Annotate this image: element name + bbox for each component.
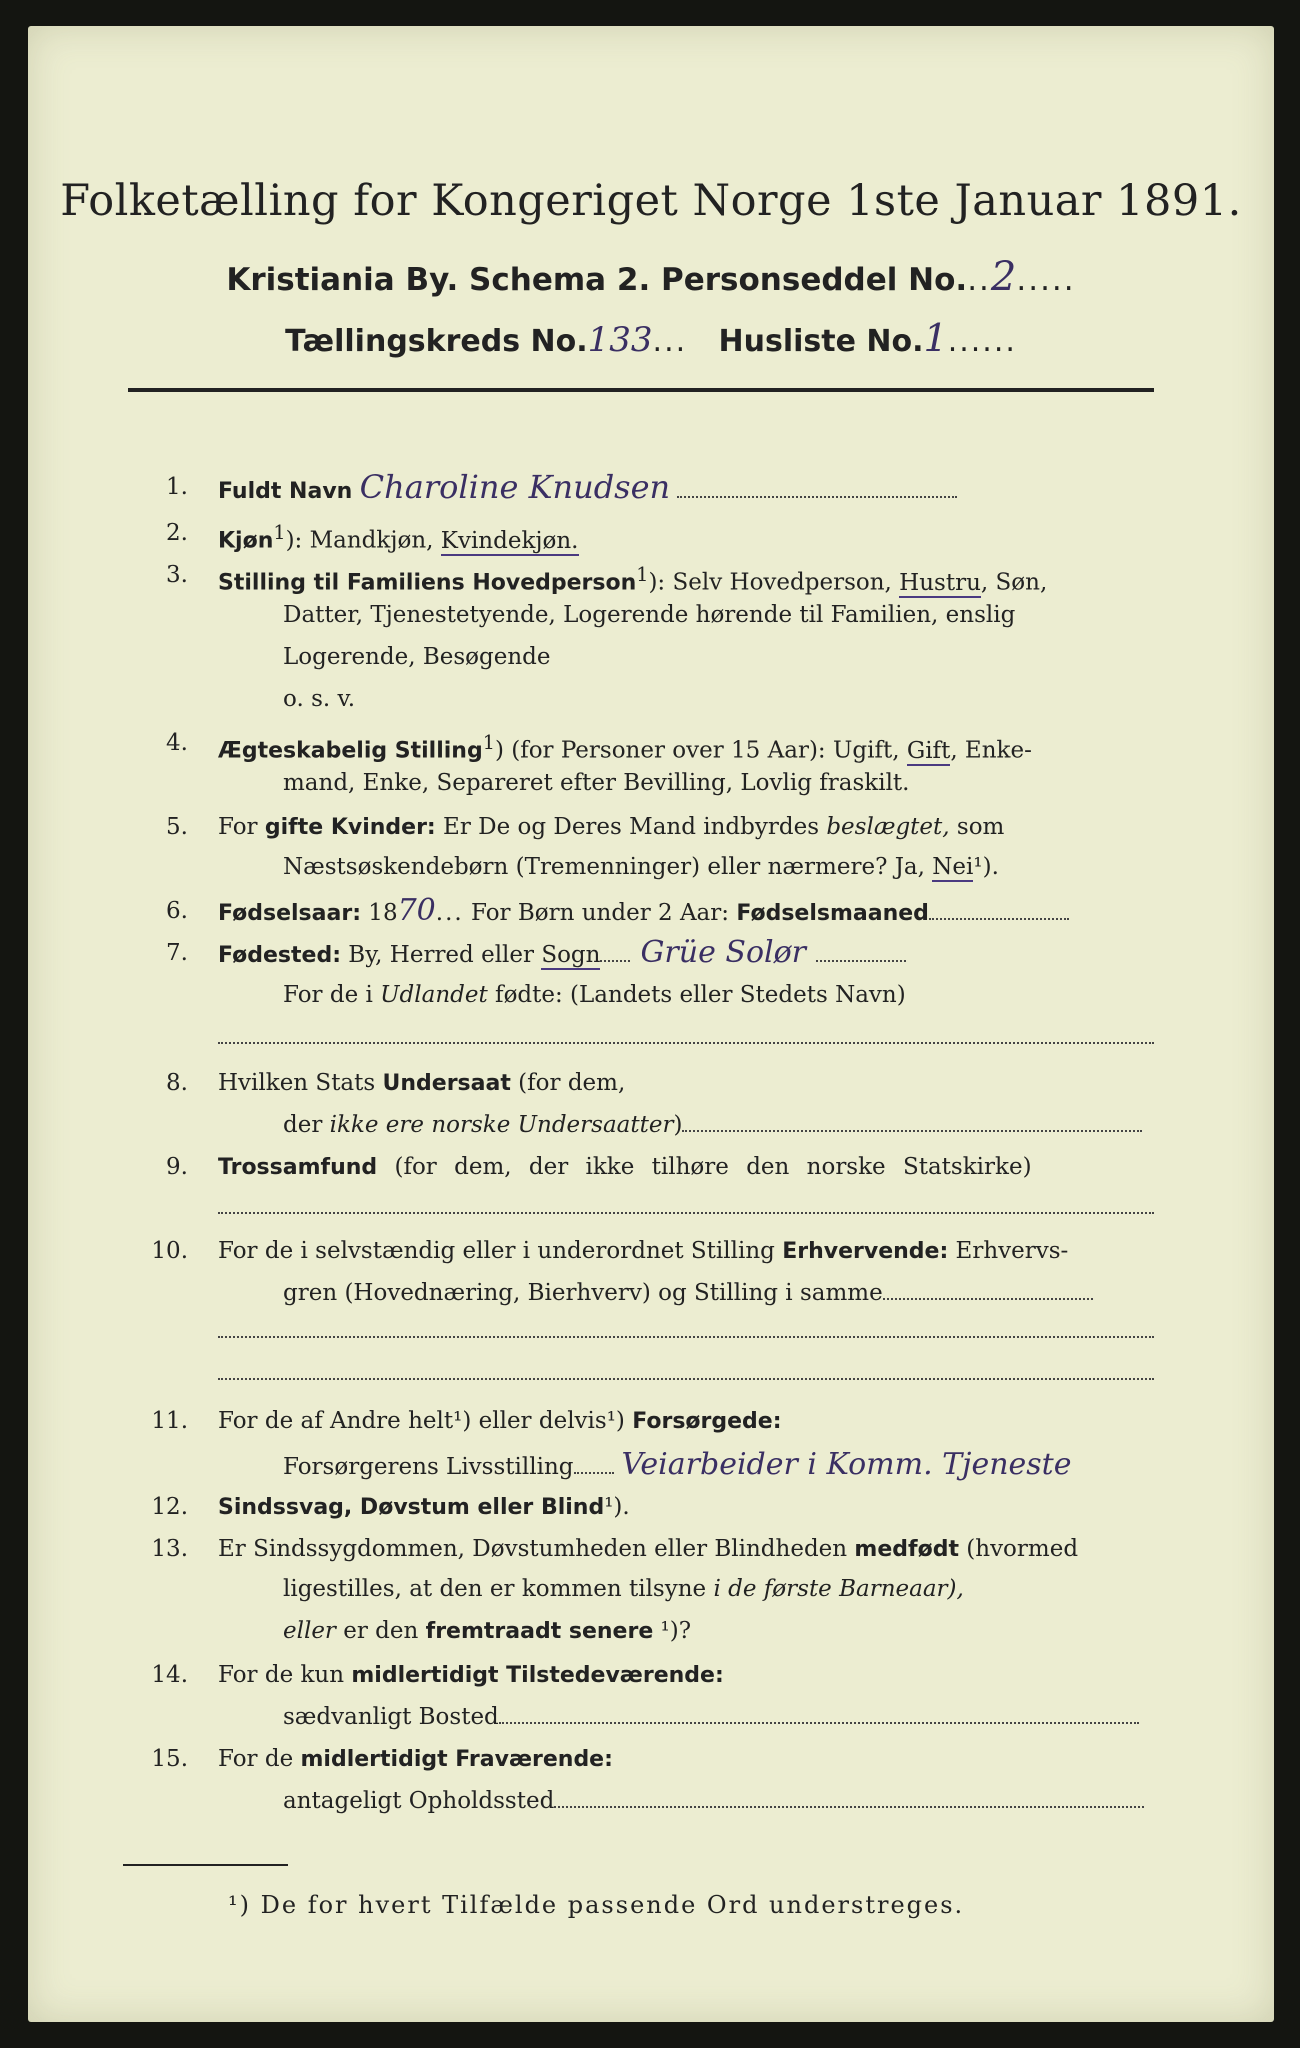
family-position-text: , Søn, [980, 569, 1048, 596]
census-form: Folketælling for Kongeriget Norge 1ste Januar 1891. Kristiania By. Schema 2. Personseddel No...2..... Tællingskreds No.133... Husliste No.1...... 1. Fuldt Navn Charoline Knudsen 2. Kjøn$^1$): Mandkjøn, Kvindekjøn. 3. Stilling til Familiens Hovedperson$^1$): Selv Hovedperson, Hustru, Søn, Datter, Tjenestetyende, Logerende hørende til Familien, enslig Logerende, Besøgende o. s. v. 4. Ægteskabelig Stilling$^1$) (for Personer over 15 Aar): Ugift, Gift, Enke- mand, Enke, Separeret efter Bevilling, Lovlig fraskilt. 5. For gifte Kvinder: Er De og Deres Mand indbyrdes beslægtet, som Næstsøskendebørn (Tremenninger) eller nærmere? Ja, Nei¹). 6. Fødselsaar: 1870... For Børn under 2 Aar: Fødselsmaaned 7. Fødested: By, Herred eller Sogn Grüe Solør For de i Udlandet fødte: (Landets eller Stedets Navn) 8. Hvilken Stats Undersaat (for dem, der ikke ere norske Undersaatter) 9. Trossamfund (for dem, der ikke tilhøre den norske Statskirke) 10. For de i selvstændig eller i underordnet Stilling Erhvervende: Erhvervs- gren (Hovednæring, Bierhverv) og Stilling i samme 11. For de af Andre helt¹) eller delvis¹) Forsørgede: Forsørgerens Livsstilling Veiarbeider i Komm. Tjeneste 12. Sindssvag, Døvstum eller Blind¹). 13. Er Sindssygdommen, Døvstumheden eller Blindheden medfødt (hvormed ligestilles, at den er kommen tilsyne i de første Barneaar), eller er den fremtraadt senere ¹)? 14. For de kun midlertidigt Tilstedeværende: sædvanligt Bosted 15. For de midlertidigt Fraværende: antageligt Opholdssted ¹) De for hvert Tilfælde passende Ord understreges. [28, 26, 1274, 2022]
sex-options: ): Mandkjøn, [285, 527, 441, 554]
family-position-selected: Hustru [899, 569, 981, 596]
full-name-value: Charoline Knudsen [359, 468, 671, 506]
item-number: 4. [166, 730, 188, 756]
religion-label: Trossamfund [218, 1155, 378, 1180]
temporary-absent-label: midlertidigt Fraværende: [300, 1747, 613, 1772]
dotted-fill [600, 940, 630, 962]
item-number: 9. [166, 1154, 188, 1180]
dotted-fill [883, 1278, 1093, 1300]
temporary-present-label: midlertidigt Tilstedeværende: [351, 1663, 724, 1688]
item-number: 10. [151, 1238, 188, 1264]
birth-year-label: Fødselsaar: [218, 901, 361, 926]
temporary-present-text: sædvanligt Bosted [283, 1704, 499, 1730]
married-women-text: Næstsøskendebørn (Tremenninger) eller nærmere? Ja, [283, 854, 933, 880]
footnote-marker: 1 [636, 563, 649, 586]
taellingskreds-number: 133 [587, 320, 653, 360]
dotted-fill [929, 898, 1069, 920]
birth-month-text: For Børn under 2 Aar: [463, 900, 737, 926]
item-number: 12. [151, 1494, 188, 1520]
birthplace-label: Fødested: [218, 943, 341, 968]
provider-occupation-value: Veiarbeider i Komm. Tjeneste [621, 1447, 1072, 1482]
item-number: 2. [166, 520, 188, 546]
birth-month-label: Fødselsmaaned [736, 901, 929, 926]
footnote-marker: 1 [482, 731, 495, 754]
nationality-text: ikke ere norske Undersaatter [329, 1112, 674, 1138]
dotted-fill [218, 1042, 1154, 1044]
footnote-marker: 1 [273, 521, 286, 544]
family-position-label: Stilling til Familiens Hovedperson [218, 570, 637, 596]
form-subtitle-schema: Kristiania By. Schema 2. Personseddel No...2..... [226, 254, 1076, 300]
disability-text: ¹). [604, 1494, 630, 1520]
marital-status-text: mand, Enke, Separeret efter Bevilling, Lovlig fraskilt. [283, 770, 910, 796]
taellingskreds-label: Tællingskreds No. [285, 324, 588, 359]
family-position-text: Logerende, Besøgende [283, 644, 551, 670]
temporary-present-text: For de kun [218, 1662, 352, 1688]
dotted-fill [218, 1212, 1154, 1214]
birthplace-text: Udlandet [380, 982, 488, 1008]
congenital-label: medfødt [854, 1537, 959, 1562]
dotted-fill [218, 1378, 1154, 1380]
item-number: 14. [151, 1662, 188, 1688]
family-position-text: ): Selv Hovedperson, [648, 569, 900, 596]
married-women-text: beslægtet, [826, 814, 950, 840]
birth-year-prefix: 18 [361, 900, 398, 926]
nationality-text: der [283, 1112, 330, 1138]
congenital-text: ¹)? [653, 1618, 692, 1644]
sex-selected: Kvindekjøn. [440, 527, 579, 554]
dotted-fill [554, 1786, 1144, 1808]
family-position-text: o. s. v. [283, 686, 356, 712]
nationality-text: Hvilken Stats [218, 1070, 383, 1096]
married-women-text: som [949, 814, 1005, 840]
temporary-absent-text: antageligt Opholdssted [283, 1788, 555, 1814]
item-number: 13. [151, 1536, 188, 1562]
birthplace-text: By, Herred eller [341, 942, 542, 968]
occupation-text: Erhvervs- [948, 1238, 1069, 1264]
congenital-label: fremtraadt senere [425, 1619, 654, 1644]
footnote: ¹) De for hvert Tilfælde passende Ord understreges. [228, 1891, 965, 1919]
dotted-fill [574, 1452, 614, 1474]
dotted-fill [682, 1110, 1142, 1132]
nationality-text: ) [673, 1112, 683, 1138]
schema-label: Kristiania By. Schema 2. Personseddel No. [226, 262, 968, 298]
congenital-text: Er Sindssygdommen, Døvstumheden eller Blindheden [218, 1536, 855, 1562]
header-divider [128, 388, 1154, 392]
nationality-label: Undersaat [382, 1071, 511, 1096]
congenital-text: ligestilles, at den er kommen tilsyne [283, 1576, 714, 1602]
dotted-fill [499, 1702, 1139, 1724]
personseddel-number: 2 [990, 254, 1017, 300]
item-number: 8. [166, 1070, 188, 1096]
form-subtitle-district: Tællingskreds No.133... Husliste No.1...... [285, 316, 1017, 360]
item-number: 7. [166, 940, 188, 966]
husliste-number: 1 [923, 316, 948, 360]
dotted-fill [677, 476, 957, 498]
item-number: 15. [151, 1746, 188, 1772]
temporary-absent-text: For de [218, 1746, 301, 1772]
dependents-text: Forsørgerens Livsstilling [283, 1454, 574, 1480]
marital-status-text: ) (for Personer over 15 Aar): Ugift, [494, 737, 907, 764]
marital-status-text: , Enke- [950, 737, 1032, 764]
occupation-label: Erhvervende: [782, 1239, 949, 1264]
congenital-text: (hvormed [958, 1536, 1079, 1562]
congenital-text: eller [283, 1618, 336, 1644]
congenital-text: i de første Barneaar), [713, 1576, 964, 1602]
married-women-label: gifte Kvinder: [264, 815, 436, 840]
dependents-text: For de af Andre helt¹) eller delvis¹) [218, 1408, 633, 1434]
marital-status-label: Ægteskabelig Stilling [218, 738, 483, 764]
birthplace-text: For de i [283, 982, 381, 1008]
marital-status-selected: Gift [906, 737, 951, 764]
form-title: Folketælling for Kongeriget Norge 1ste Januar 1891. [60, 176, 1242, 226]
married-women-text: ¹). [973, 854, 999, 880]
married-women-text: Er De og Deres Mand indbyrdes [435, 814, 827, 840]
related-selected: Nei [932, 854, 974, 880]
disability-label: Sindssvag, Døvstum eller Blind [218, 1495, 605, 1520]
dotted-fill [218, 1336, 1154, 1338]
sex-label: Kjøn [218, 528, 274, 554]
birthplace-value: Grüe Solør [640, 935, 806, 970]
item-number: 11. [151, 1408, 188, 1434]
item-number: 5. [166, 814, 188, 840]
item-number: 6. [166, 898, 188, 924]
footnote-divider [123, 1864, 288, 1866]
birthplace-selected: Sogn [541, 942, 601, 968]
congenital-text: er den [335, 1618, 426, 1644]
family-position-text: Datter, Tjenestetyende, Logerende hørende til Familien, enslig [283, 602, 1016, 628]
occupation-text: For de i selvstændig eller i underordnet Stilling [218, 1238, 783, 1264]
item-number: 3. [166, 562, 188, 588]
nationality-text: (for dem, [510, 1070, 626, 1096]
birthplace-text: fødte: (Landets eller Stedets Navn) [487, 982, 906, 1008]
dependents-label: Forsørgede: [632, 1409, 782, 1434]
item-number: 1. [166, 474, 188, 500]
full-name-label: Fuldt Navn [218, 479, 353, 504]
dotted-fill [816, 940, 906, 962]
husliste-label: Husliste No. [718, 324, 924, 359]
religion-text: (for dem, der ikke tilhøre den norske Statskirke) [377, 1154, 1032, 1180]
occupation-text: gren (Hovednæring, Bierhverv) og Stilling i samme [283, 1280, 883, 1306]
married-women-text: For [218, 814, 265, 840]
birth-year-value: 70 [397, 893, 436, 928]
